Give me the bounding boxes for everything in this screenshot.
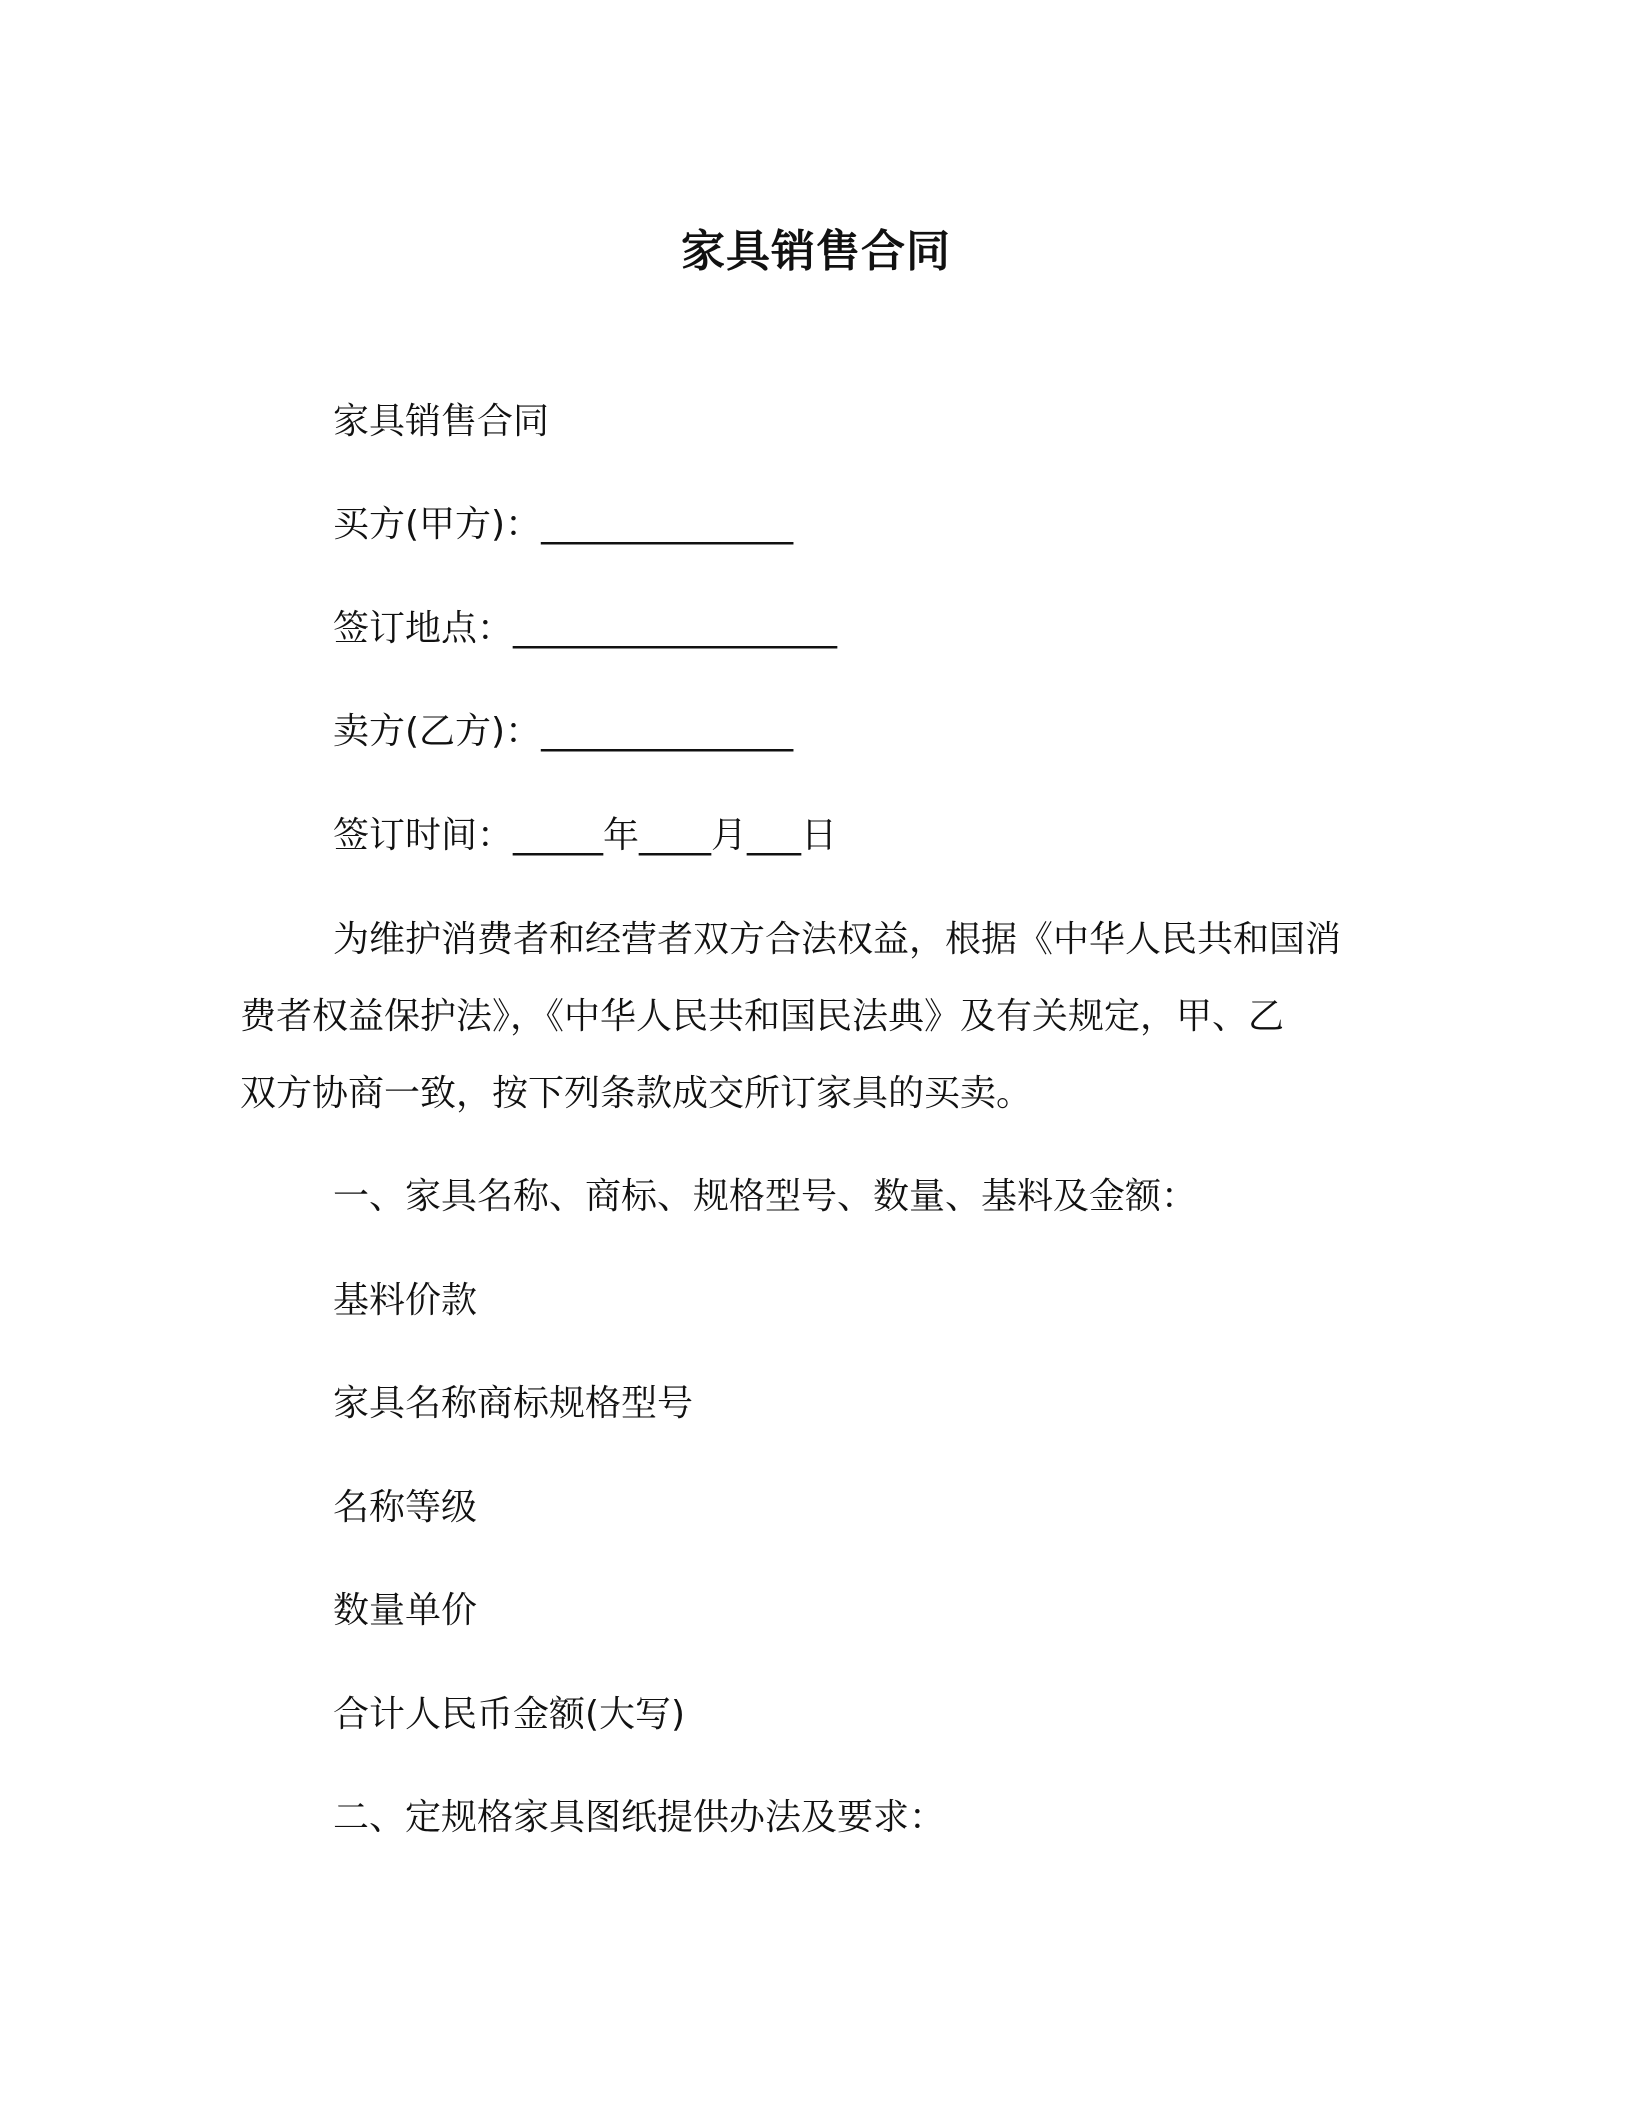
signing-time-line: 签订时间：_____年____月___日	[333, 815, 838, 856]
item-qty-price: 数量单价	[333, 1590, 478, 1631]
section1-heading: 一、家具名称、商标、规格型号、数量、基料及金额：	[333, 1176, 1198, 1217]
subtitle: 家具销售合同	[333, 401, 550, 442]
signing-place-line: 签订地点：__________________	[333, 608, 838, 649]
intro-line-2: 费者权益保护法》，《中华人民共和国民法典》及有关规定，甲、乙	[240, 996, 1285, 1037]
item-total-amount: 合计人民币金额(大写)	[333, 1694, 686, 1735]
item-basic-price: 基料价款	[333, 1280, 478, 1321]
intro-paragraph	[240, 901, 1400, 1132]
item-name-spec: 家具名称商标规格型号	[333, 1383, 694, 1424]
intro-line-3: 双方协商一致，按下列条款成交所订家具的买卖。	[240, 1073, 1033, 1114]
seller-line: 卖方(乙方)：______________	[333, 711, 794, 752]
intro-line-1: 为维护消费者和经营者双方合法权益，根据《中华人民共和国消	[333, 919, 1342, 960]
section2-heading: 二、定规格家具图纸提供办法及要求：	[333, 1797, 946, 1838]
document-title: 家具销售合同	[681, 226, 951, 277]
buyer-line: 买方(甲方)：______________	[333, 504, 794, 545]
item-name-grade: 名称等级	[333, 1487, 478, 1528]
